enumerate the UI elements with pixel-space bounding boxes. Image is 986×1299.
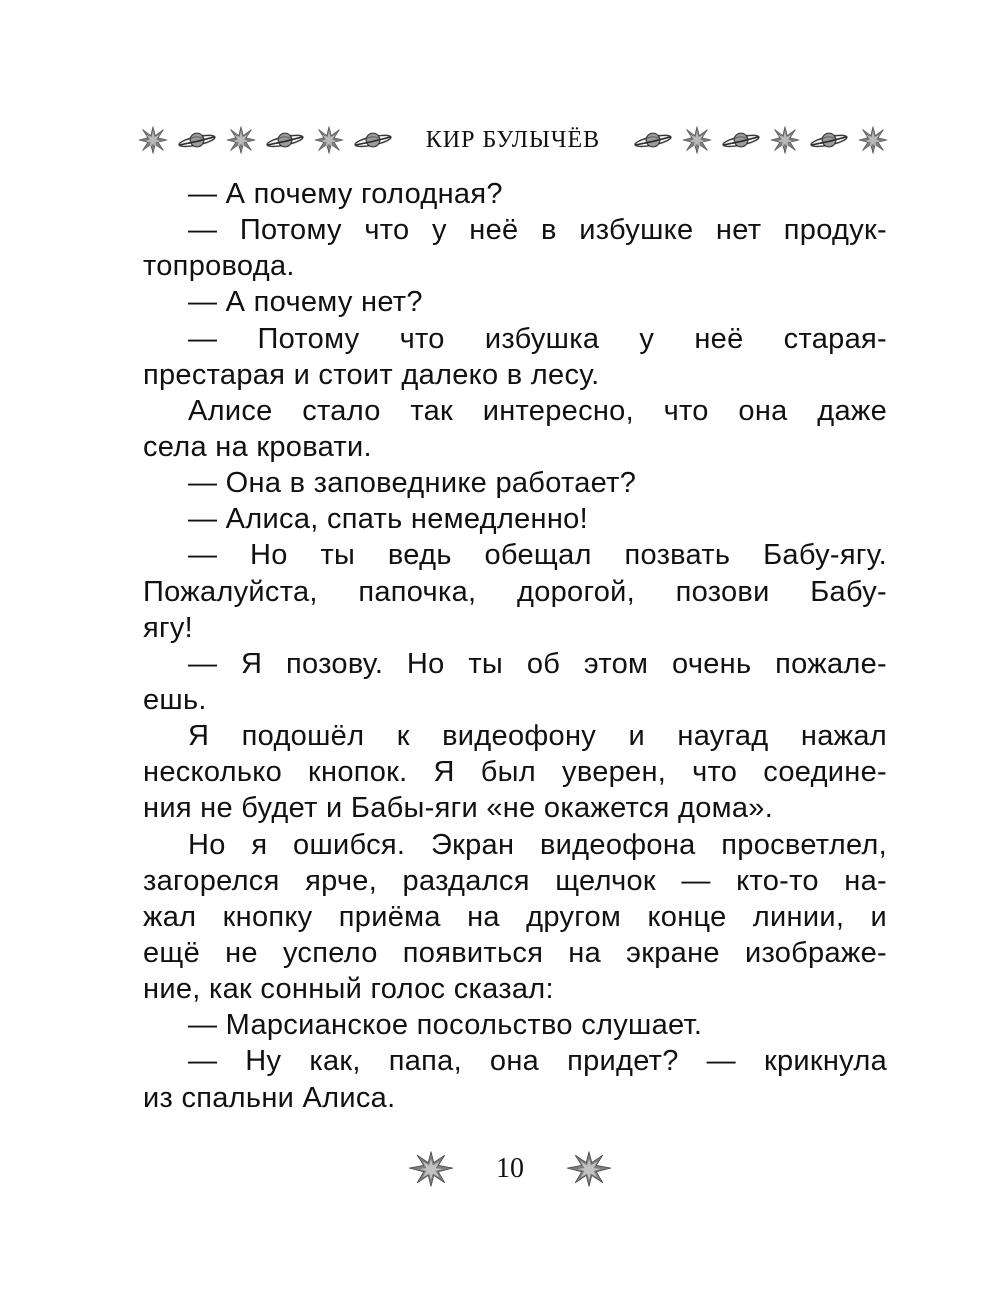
planet-icon xyxy=(264,129,306,151)
star-icon xyxy=(770,125,800,155)
star-icon xyxy=(408,1150,454,1188)
text-line: — Я позову. Но ты об этом очень пожале- xyxy=(188,647,887,680)
text-line: Но я ошибся. Экран видеофона просветлел, xyxy=(188,828,887,861)
text-line: — Она в заповеднике работает? xyxy=(188,467,637,500)
text-line: Я подошёл к видеофону и наугад нажал xyxy=(188,720,887,753)
text-line: — Потому что у неё в избушке нет продук- xyxy=(188,214,887,247)
text-line: загорелся ярче, раздался щелчок — кто-то на- xyxy=(143,864,887,897)
text-line: — А почему нет? xyxy=(188,286,423,319)
planet-icon xyxy=(352,129,394,151)
star-icon xyxy=(138,125,168,155)
text-line: Алисе стало так интересно, что она даже xyxy=(188,394,887,427)
planet-icon xyxy=(808,129,850,151)
text-line: Пожалуйста, папочка, дорогой, позови Бабу- xyxy=(143,575,887,608)
page-number: 10 xyxy=(496,1153,524,1184)
body-text xyxy=(143,176,887,1116)
text-line: села на кровати. xyxy=(143,430,372,463)
text-line: — Но ты ведь обещал позвать Бабу-ягу. xyxy=(188,539,887,572)
text-line: престарая и стоит далеко в лесу. xyxy=(143,358,600,391)
text-line: — Потому что избушка у неё старая- xyxy=(188,322,887,355)
text-line: ещё не успело появиться на экране изображе- xyxy=(143,936,887,969)
planet-icon xyxy=(176,129,218,151)
header-ornament-right xyxy=(632,125,888,155)
star-icon xyxy=(314,125,344,155)
text-line: — Ну как, папа, она придет? — крикнула xyxy=(188,1045,887,1078)
star-icon xyxy=(226,125,256,155)
planet-icon xyxy=(632,129,674,151)
text-line: — Алиса, спать немедленно! xyxy=(188,503,588,536)
text-line: — Марсианское посольство слушает. xyxy=(188,1009,703,1042)
text-line: ния не будет и Бабы-яги «не окажется дома». xyxy=(143,792,774,825)
header-ornament-left xyxy=(138,125,394,155)
running-header xyxy=(138,118,888,162)
star-icon xyxy=(682,125,712,155)
planet-icon xyxy=(720,129,762,151)
star-icon xyxy=(858,125,888,155)
star-icon xyxy=(566,1150,612,1188)
page-footer xyxy=(408,1146,612,1192)
text-line: ешь. xyxy=(143,683,207,716)
text-line: жал кнопку приёма на другом конце линии, и xyxy=(143,900,887,933)
text-line: из спальни Алиса. xyxy=(143,1081,396,1114)
text-line: топровода. xyxy=(143,250,295,283)
text-line: несколько кнопок. Я был уверен, что соедине- xyxy=(143,756,887,789)
text-line: — А почему голодная? xyxy=(188,178,503,210)
author-name: КИР БУЛЫЧЁВ xyxy=(425,126,601,153)
text-line: ние, как сонный голос сказал: xyxy=(143,973,554,1006)
text-line: ягу! xyxy=(143,611,194,644)
